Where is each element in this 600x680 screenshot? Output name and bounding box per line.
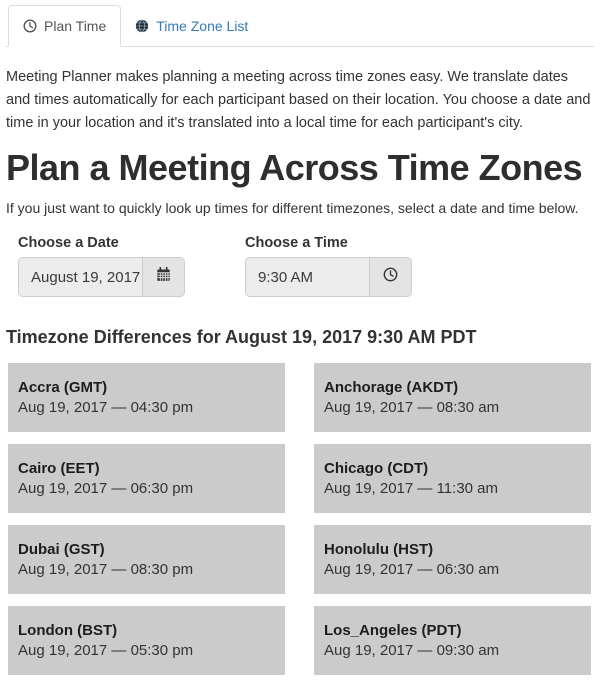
tab-time-zone-list[interactable] — [121, 5, 262, 47]
time-form-group — [245, 235, 412, 297]
timezone-datetime: Aug 19, 2017 — 11:30 am — [324, 480, 499, 498]
timezone-city: Dubai (GST) — [18, 541, 105, 559]
date-time-form — [6, 235, 594, 297]
timezone-card — [314, 363, 591, 432]
timezone-datetime: Aug 19, 2017 — 04:30 pm — [18, 399, 194, 417]
page-title: Plan a Meeting Across Time Zones — [6, 147, 583, 189]
tab-bar — [6, 5, 594, 47]
timezone-card — [8, 363, 285, 432]
timezone-card — [314, 606, 591, 675]
timezone-city: Chicago (CDT) — [324, 460, 429, 478]
time-input[interactable] — [246, 258, 369, 296]
timezone-datetime: Aug 19, 2017 — 06:30 pm — [18, 480, 194, 498]
timezone-city: Anchorage (AKDT) — [324, 379, 459, 397]
globe-icon — [135, 19, 149, 33]
timezone-card — [8, 525, 285, 594]
results-heading: Timezone Differences for August 19, 2017 9:30 AM PDT — [6, 327, 477, 348]
timezone-card — [8, 606, 285, 675]
tab-label: Time Zone List — [156, 18, 249, 34]
timezone-datetime: Aug 19, 2017 — 08:30 am — [324, 399, 500, 417]
timezone-city: Los_Angeles (PDT) — [324, 622, 462, 640]
time-input-group — [245, 257, 412, 297]
timezone-card — [314, 444, 591, 513]
subheading-text: If you just want to quickly look up times for different timezones, select a date and time below. — [6, 200, 579, 217]
clock-icon-button[interactable] — [369, 258, 411, 296]
timezone-city: Accra (GMT) — [18, 379, 108, 397]
tab-plan-time[interactable] — [8, 5, 121, 47]
date-label: Choose a Date — [18, 235, 119, 252]
timezone-city: London (BST) — [18, 622, 118, 640]
timezone-card — [8, 444, 285, 513]
calendar-icon-button[interactable] — [142, 258, 184, 296]
date-input[interactable] — [19, 258, 142, 296]
clock-icon — [23, 19, 37, 33]
meeting-planner-page — [0, 5, 600, 675]
timezone-datetime: Aug 19, 2017 — 05:30 pm — [18, 642, 194, 660]
timezone-datetime: Aug 19, 2017 — 08:30 pm — [18, 561, 194, 579]
time-label: Choose a Time — [245, 235, 348, 252]
timezone-datetime: Aug 19, 2017 — 06:30 am — [324, 561, 500, 579]
timezone-card — [314, 525, 591, 594]
tab-label: Plan Time — [44, 18, 107, 34]
timezone-datetime: Aug 19, 2017 — 09:30 am — [324, 642, 500, 660]
timezone-city: Cairo (EET) — [18, 460, 100, 478]
date-input-group — [18, 257, 185, 297]
intro-text: Meeting Planner makes planning a meeting across time zones easy. We translate dates and times automatically for each participant based on their location. You choose a date and time in your location and it's translated into a local time for each participant's city. — [6, 69, 591, 132]
date-form-group — [18, 235, 185, 297]
timezone-grid — [6, 363, 594, 675]
calendar-icon — [156, 267, 171, 287]
clock-icon — [383, 267, 398, 287]
timezone-city: Honolulu (HST) — [324, 541, 434, 559]
